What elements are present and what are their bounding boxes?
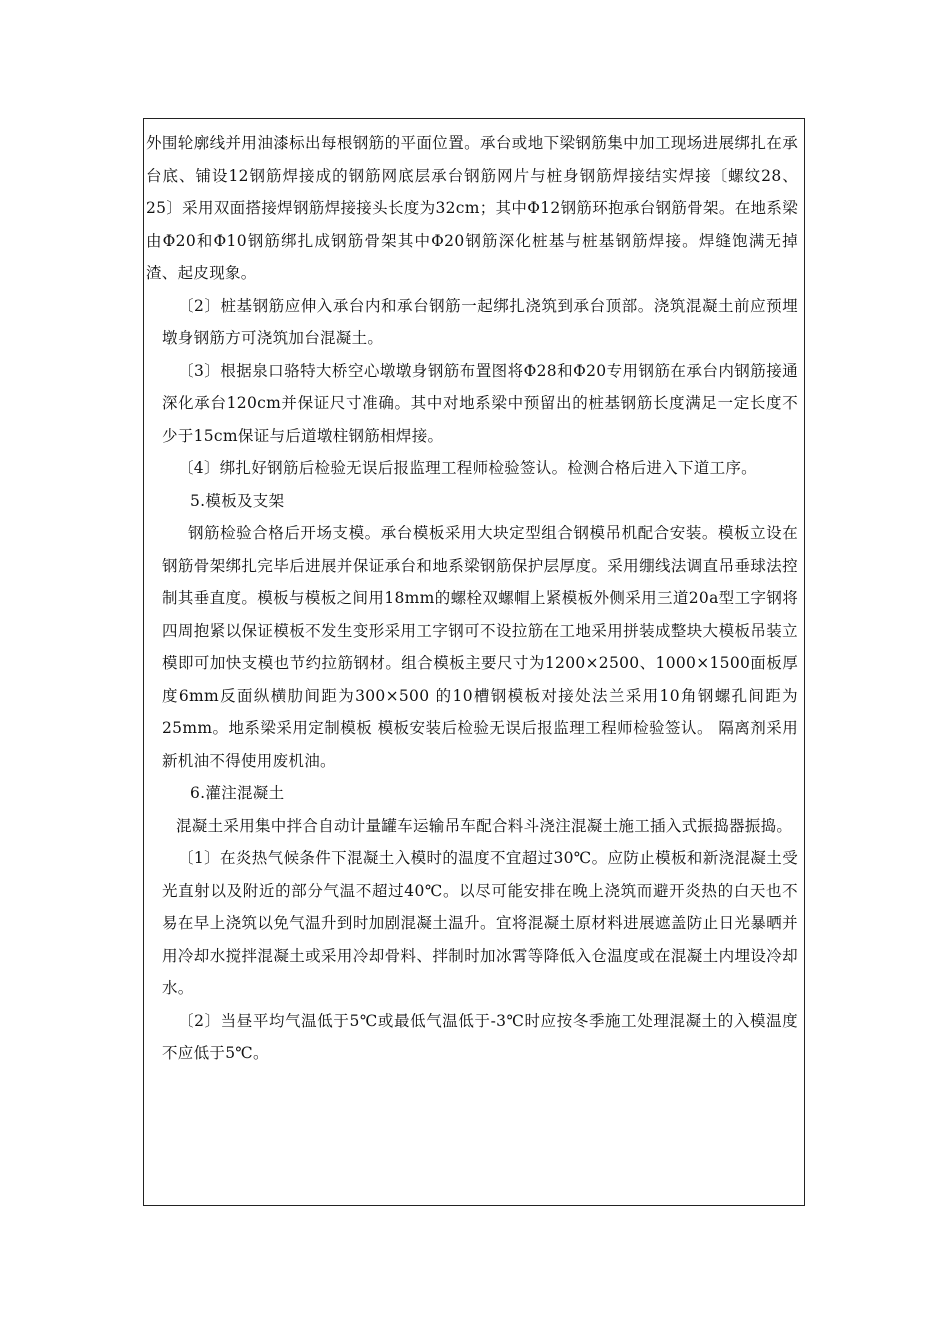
paragraph-rebar-layout: 外围轮廓线并用油漆标出每根钢筋的平面位置。承台或地下梁钢筋集中加工现场进展绑扎在承台底、铺设12钢筋焊接成的钢筋网底层承台钢筋网片与桩身钢筋焊接结实焊接〔螺纹28、25〕采用双面搭接焊钢筋焊接接头长度为32cm；其中Φ12钢筋环抱承台钢筋骨架。在地系梁由Φ20和Φ10钢筋绑扎成钢筋骨架其中Φ20钢筋深化桩基与桩基钢筋焊接。焊缝饱满无掉渣、起皮现象。 <box>146 134 798 282</box>
content-frame <box>143 118 805 1206</box>
document-body <box>144 127 804 1070</box>
paragraph-pier-rebar: 〔3〕根据泉口骆特大桥空心墩墩身钢筋布置图将Φ28和Φ20专用钢筋在承台内钢筋接通深化承台120cm并保证尺寸准确。其中对地系梁中预留出的桩基钢筋长度满足一定长度不少于15cm保证与后道墩柱钢筋相焊接。 <box>162 361 798 445</box>
paragraph-pile-rebar: 〔2〕桩基钢筋应伸入承台内和承台钢筋一起绑扎浇筑到承台顶部。浇筑混凝土前应预埋墩身钢筋方可浇筑加台混凝土。 <box>162 296 798 347</box>
paragraph-rebar-inspection: 〔4〕绑扎好钢筋后检验无误后报监理工程师检验签认。检测合格后进入下道工序。 <box>178 459 757 477</box>
paragraph-hot-weather: 〔1〕在炎热气候条件下混凝土入模时的温度不宜超过30℃。应防止模板和新浇混凝土受光直射以及附近的部分气温不超过40℃。以尽可能安排在晚上浇筑而避开炎热的白天也不易在早上浇筑以免气温升到时加剧混凝土温升。宜将混凝土原材料进展遮盖防止日光暴晒并用冷却水搅拌混凝土或采用冷却骨料、拌制时加冰霄等降低入仓温度或在混凝土内埋设冷却水。 <box>162 849 798 997</box>
paragraph-concrete-method: 混凝土采用集中拌合自动计量罐车运输吊车配合料斗浇注混凝土施工插入式振捣器振捣。 <box>176 816 793 835</box>
heading-formwork: 5.模板及支架 <box>190 491 285 510</box>
heading-concrete-pouring: 6.灌注混凝土 <box>190 784 285 802</box>
paragraph-formwork: 钢筋检验合格后开场支模。承台模板采用大块定型组合钢模吊机配合安装。模板立设在钢筋骨架绑扎完毕后进展并保证承台和地系梁钢筋保护层厚度。采用绷线法调直吊垂球法控制其垂直度。模板与模板之间用18mm的螺栓双螺帽上紧模板外侧采用三道20a型工字钢将四周抱紧以保证模板不发生变形采用工字钢可不设拉筋在工地采用拼装成整块大模板吊装立模即可加快支模也节约拉筋钢材。组合模板主要尺寸为1200×2500、1000×1500面板厚度6mm反面纵横肋间距为300×500 的10槽钢模板对接处法兰采用10角钢螺孔间距为25mm。地系梁采用定制模板 模板安装后检验无误后报监理工程师检验签认。 隔离剂采用新机油不得使用废机油。 <box>162 524 798 770</box>
paragraph-cold-weather: 〔2〕当昼平均气温低于5℃或最低气温低于-3℃时应按冬季施工处理混凝土的入模温度不应低于5℃。 <box>162 1011 798 1062</box>
